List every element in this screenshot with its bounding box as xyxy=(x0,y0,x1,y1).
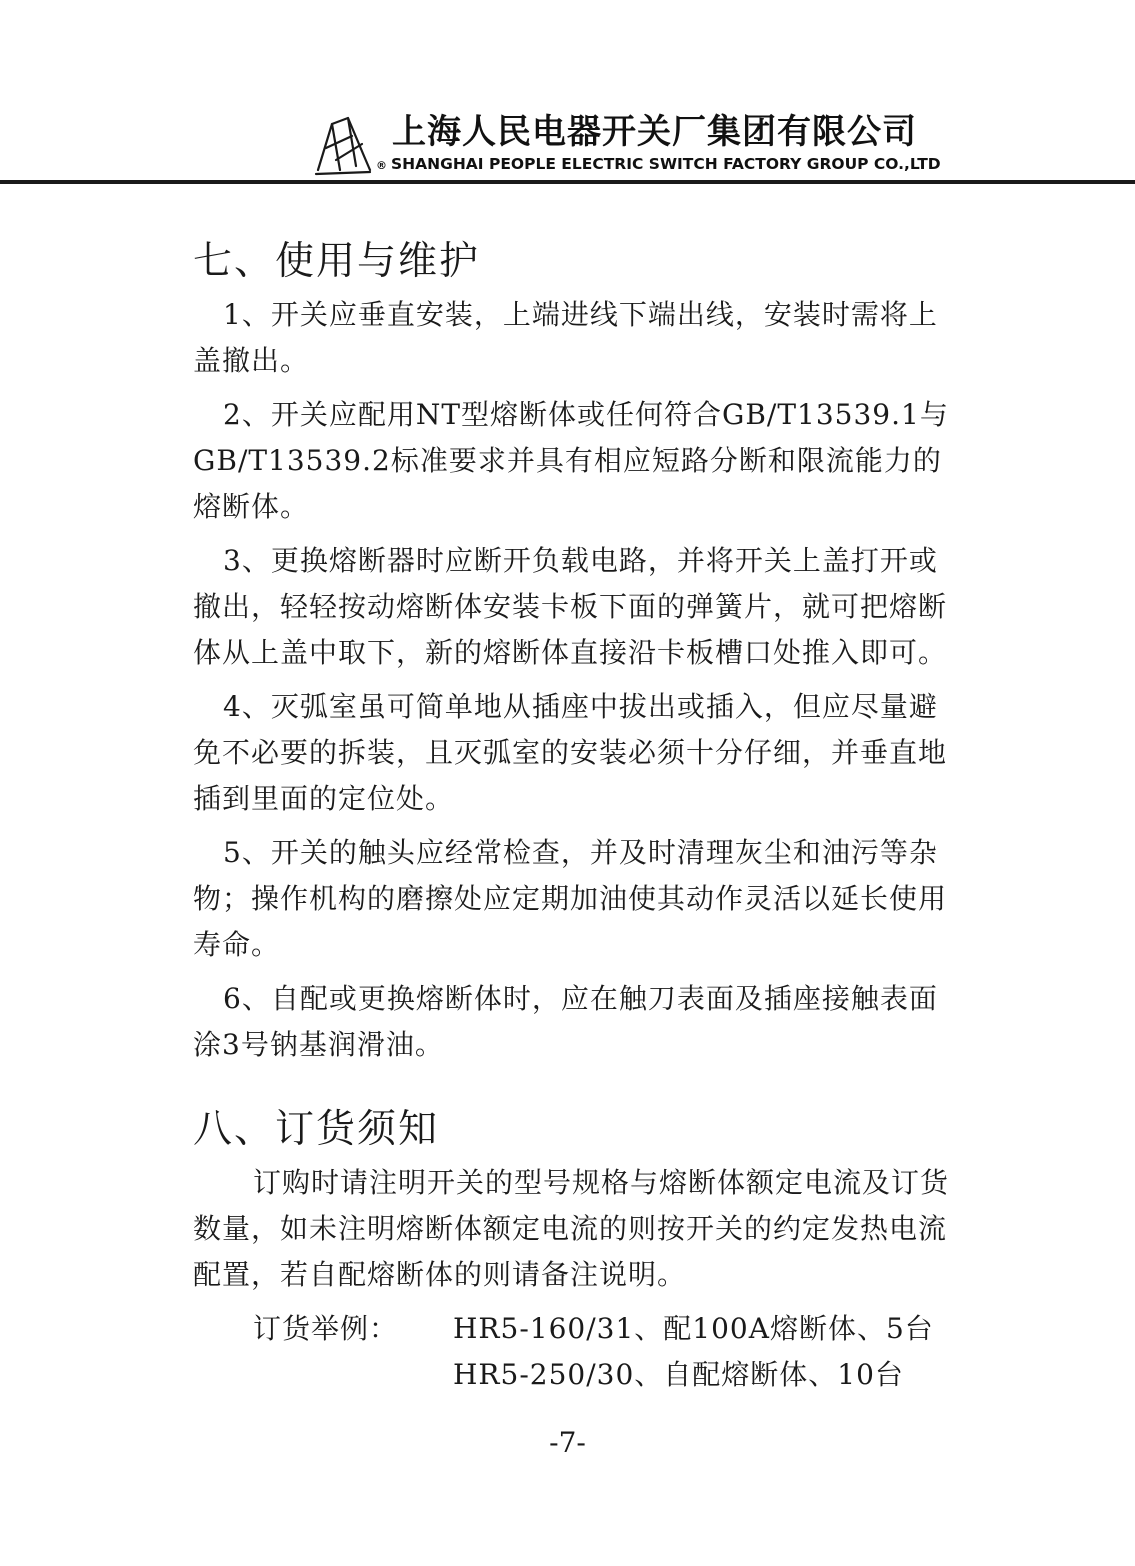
registered-mark: ® xyxy=(376,159,387,172)
header-divider xyxy=(0,180,1135,184)
company-name-english xyxy=(376,154,997,176)
order-example-value-2: HR5-250/30、自配熔断体、10台 xyxy=(453,1358,904,1391)
company-logo-icon xyxy=(312,114,378,178)
order-example-label: 订货举例： xyxy=(253,1312,399,1345)
section-7-item-1: 1、开关应垂直安装，上端进线下端出线，安装时需将上盖撤出。 xyxy=(193,298,938,377)
section-7-item-5: 5、开关的触头应经常检查，并及时清理灰尘和油污等杂物；操作机构的磨擦处应定期加油使其动作灵活以延长使用寿命。 xyxy=(193,836,948,961)
section-7-item-4: 4、灭弧室虽可简单地从插座中拔出或插入，但应尽量避免不必要的拆装，且灭弧室的安装必须十分仔细，并垂直地插到里面的定位处。 xyxy=(193,690,948,815)
section-8-title: 八、订货须知 xyxy=(193,1107,440,1152)
section-8-body: 订购时请注明开关的型号规格与熔断体额定电流及订货数量，如未注明熔断体额定电流的则按开关的约定发热电流配置，若自配熔断体的则请备注说明。 xyxy=(193,1166,950,1291)
order-example-line-2 xyxy=(193,1352,953,1398)
section-7-title: 七、使用与维护 xyxy=(193,239,481,284)
company-name-english-text: SHANGHAI PEOPLE ELECTRIC SWITCH FACTORY GROUP CO.,LTD xyxy=(391,155,941,173)
page-number: -7- xyxy=(549,1426,586,1459)
section-7-item-6: 6、自配或更换熔断体时，应在触刀表面及插座接触表面涂3号钠基润滑油。 xyxy=(193,982,938,1061)
section-7-item-3: 3、更换熔断器时应断开负载电路，并将开关上盖打开或撤出，轻轻按动熔断体安装卡板下面的弹簧片，就可把熔断体从上盖中取下，新的熔断体直接沿卡板槽口处推入即可。 xyxy=(193,544,948,669)
section-gap xyxy=(193,1076,953,1100)
section-7-item-2: 2、开关应配用NT型熔断体或任何符合GB/T13539.1与GB/T13539.2标准要求并具有相应短路分断和限流能力的熔断体。 xyxy=(193,398,949,523)
page-header xyxy=(0,100,1135,190)
order-example-value-1: HR5-160/31、配100A熔断体、5台 xyxy=(453,1312,934,1345)
company-name-chinese: 上海人民电器开关厂集团有限公司 xyxy=(392,112,917,152)
document-body xyxy=(193,232,953,1398)
order-example-line-1 xyxy=(193,1306,953,1352)
